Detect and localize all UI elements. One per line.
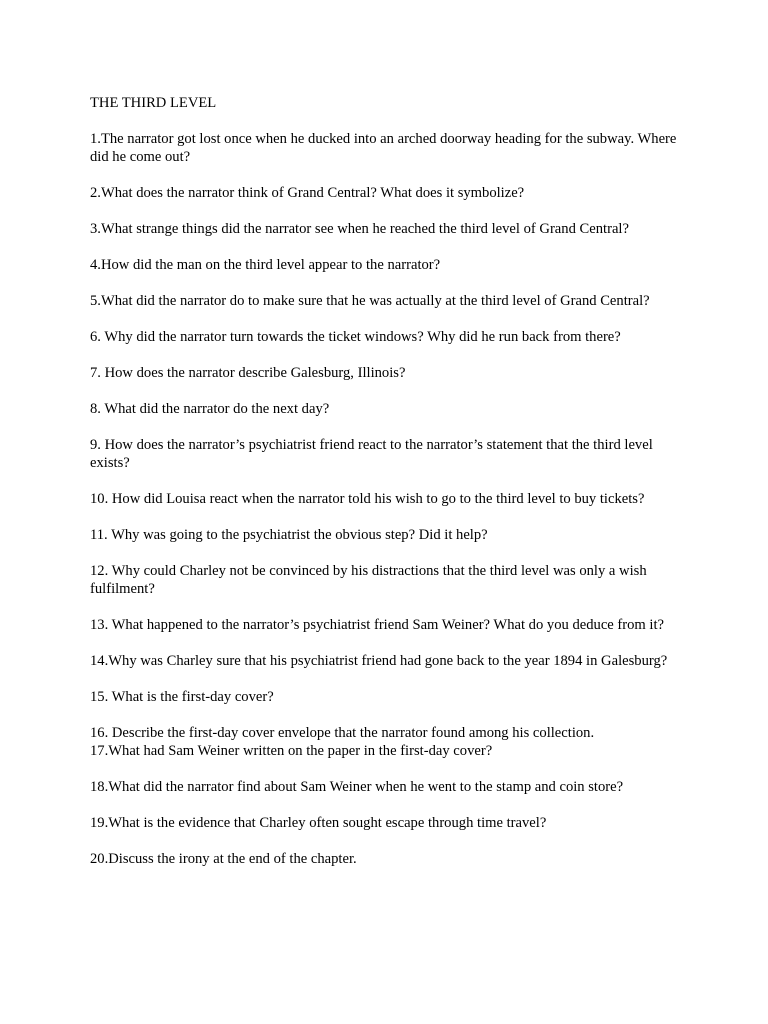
question-13: 13. What happened to the narrator’s psychiatrist friend Sam Weiner? What do you deduce from it? xyxy=(90,617,665,633)
question-9: 9. How does the narrator’s psychiatrist friend react to the narrator’s statement that the third level exists? xyxy=(90,437,653,471)
question-1: 1.The narrator got lost once when he ducked into an arched doorway heading for the subway. Where did he come out? xyxy=(90,131,677,165)
question-2: 2.What does the narrator think of Grand Central? What does it symbolize? xyxy=(90,185,525,201)
question-6: 6. Why did the narrator turn towards the ticket windows? Why did he run back from there? xyxy=(90,329,621,345)
question-18: 18.What did the narrator find about Sam Weiner when he went to the stamp and coin store? xyxy=(90,779,624,795)
question-4: 4.How did the man on the third level appear to the narrator? xyxy=(90,257,441,273)
document-title: THE THIRD LEVEL xyxy=(90,95,217,111)
question-19: 19.What is the evidence that Charley often sought escape through time travel? xyxy=(90,815,547,831)
question-7: 7. How does the narrator describe Galesburg, Illinois? xyxy=(90,365,406,381)
question-17: 17.What had Sam Weiner written on the paper in the first-day cover? xyxy=(90,743,493,759)
document-page xyxy=(90,94,690,886)
question-20: 20.Discuss the irony at the end of the chapter. xyxy=(90,851,357,867)
question-15: 15. What is the first-day cover? xyxy=(90,689,274,705)
question-16: 16. Describe the first-day cover envelope that the narrator found among his collection. xyxy=(90,725,595,741)
question-12: 12. Why could Charley not be convinced by his distractions that the third level was only a wish fulfilment? xyxy=(90,563,647,597)
question-3: 3.What strange things did the narrator see when he reached the third level of Grand Central? xyxy=(90,221,629,237)
question-5: 5.What did the narrator do to make sure that he was actually at the third level of Grand Central? xyxy=(90,293,650,309)
question-11: 11. Why was going to the psychiatrist the obvious step? Did it help? xyxy=(90,527,488,543)
question-10: 10. How did Louisa react when the narrator told his wish to go to the third level to buy tickets? xyxy=(90,491,645,507)
question-8: 8. What did the narrator do the next day? xyxy=(90,401,330,417)
question-14: 14.Why was Charley sure that his psychiatrist friend had gone back to the year 1894 in Galesburg? xyxy=(90,653,668,669)
